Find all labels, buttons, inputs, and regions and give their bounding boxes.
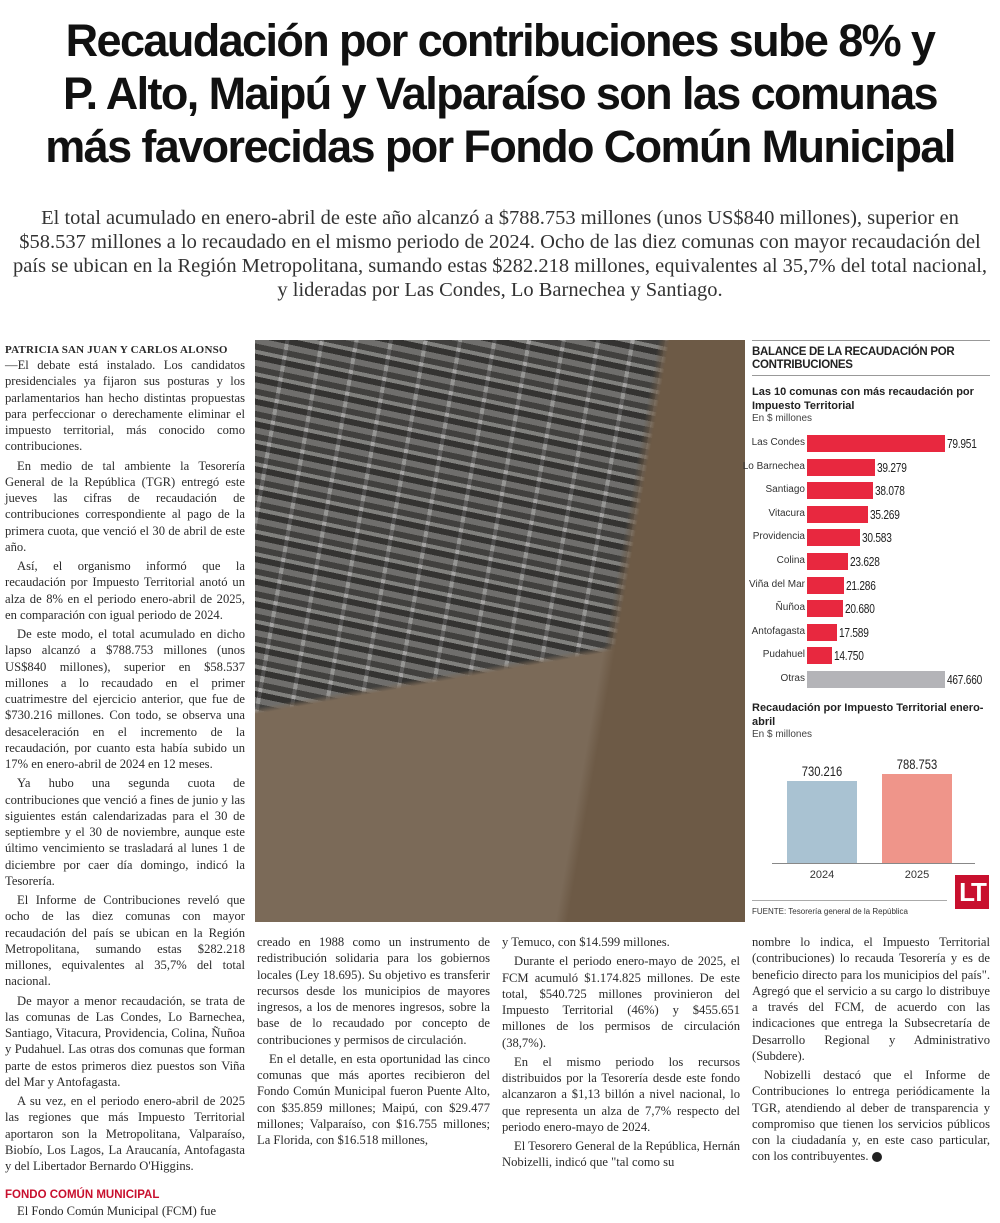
category-label: 2025 <box>904 869 930 881</box>
bar-label: Pudahuel <box>762 649 805 661</box>
panel-title: BALANCE DE LA RECAUDACIÓN POR CONTRIBUCIONES <box>752 340 990 376</box>
paragraph: De mayor a menor recaudación, se trata de las comunas de Las Condes, Lo Barnechea, Santiago, Vitacura, Providencia, Colina, Ñuñoa y Pudahuel. Las otras dos comunas que forman parte de estos primeros diez puestos son Viña del Mar y Antofagasta. <box>5 993 245 1089</box>
headline <box>0 14 1000 173</box>
bar-value-label: 21.286 <box>845 577 876 593</box>
paragraph: El Fondo Común Municipal (FCM) fue <box>17 1204 217 1219</box>
bar-label: Providencia <box>752 531 805 543</box>
bar <box>787 781 857 863</box>
bar-value-label: 20.680 <box>844 601 875 617</box>
bar-label: Colina <box>776 555 805 566</box>
source-note: FUENTE: Tesorería general de la República <box>752 900 947 916</box>
bar-row <box>752 435 990 453</box>
bar-label: Vitacura <box>768 507 805 519</box>
paragraph: En el mismo periodo los recursos distribuidos por la Tesorería desde este fondo alcanzaron a $1,13 billón a nivel nacional, lo que representa un alza de 7,7% respecto del periodo enero-mayo de 2024. <box>502 1054 740 1134</box>
bar-label: Otras <box>780 673 805 684</box>
article-column-4 <box>752 934 990 1168</box>
bar-label: Las Condes <box>751 437 805 448</box>
bar-label: Antofagasta <box>751 625 805 637</box>
bar-label: Lo Barnechea <box>742 460 805 472</box>
bar-value-label: 14.750 <box>834 648 865 664</box>
paragraph: Durante el periodo enero-mayo de 2025, el FCM acumuló $1.174.825 millones. De este total, $540.725 millones provinieron del Impuesto Territorial (46%) y $455.651 millones de los permisos de circulación (38,7%). <box>502 954 740 1050</box>
hbar-chart <box>742 431 990 693</box>
bar-row <box>752 482 990 500</box>
bar <box>807 459 875 476</box>
bar <box>807 529 860 546</box>
bar-value-label: 39.279 <box>876 459 907 475</box>
bar-label: Santiago <box>765 484 805 496</box>
bar-row <box>752 671 990 689</box>
bar <box>807 482 873 499</box>
bar <box>807 435 945 452</box>
bar-row <box>752 647 990 665</box>
chart-title: Recaudación por Impuesto Territorial enero-abril <box>752 702 984 728</box>
paragraph: Así, el organismo informó que la recaudación por Impuesto Territorial anotó un alza de 8% en el periodo enero-abril de 2025, en comparación con igual periodo de 2024. <box>5 559 245 622</box>
category-label: 2024 <box>809 869 835 881</box>
paragraph: creado en 1988 como un instrumento de redistribución solidaria para los gobiernos locales (Ley 18.695). Su objetivo es transferir recursos desde los municipios de mayores ingresos, a los de menores ingresos, sobre la base de lo recaudado por concepto de contribuciones y permisos de circulación. <box>257 935 490 1047</box>
bar <box>807 671 945 688</box>
bar-label: Viña del Mar <box>749 578 805 590</box>
bar <box>807 647 832 664</box>
bar-row <box>752 624 990 642</box>
paragraph: A su vez, en el periodo enero-abril de 2025 las regiones que más Impuesto Territorial aportaron son la Metropolitana, Valparaíso, Biobío, Los Lagos, La Araucanía, Antofagasta y del Libertador Bernardo O'Higgins. <box>5 1094 245 1173</box>
chart-baseline <box>772 863 975 864</box>
bar-value-label: 79.951 <box>947 436 977 451</box>
infographic-panel <box>742 340 990 916</box>
paragraph: y Temuco, con $14.599 millones. <box>502 935 670 949</box>
bar-row <box>742 459 990 477</box>
bar-value-label: 23.628 <box>849 554 880 569</box>
lt-logo: LT <box>955 875 989 909</box>
bar-row <box>752 506 990 524</box>
aerial-photo <box>255 340 745 922</box>
bar <box>882 774 952 863</box>
deck: El total acumulado en enero-abril de este año alcanzó a $788.753 millones (unos US$840 millones), superior en $58.537 millones a lo recaudado en el mismo periodo de 2024. Ocho de las diez comunas con mayor recaudación del país se ubican en la Región Metropolitana, sumando estas $282.218 millones, equivalentes al 35,7% del total nacional, y lideradas por Las Condes, Lo Barnechea y Santiago. <box>12 207 988 301</box>
bar-value-label: 730.216 <box>801 762 843 779</box>
headline-line: Recaudación por contribuciones sube 8% y <box>65 15 935 66</box>
paragraph: En el detalle, en esta oportunidad las cinco comunas que más aportes recibieron del Fondo Común Municipal fueron Puente Alto, con $35.859 millones; Maipú, con $29.477 millones; Valparaíso, con $16.755 millones; La Florida, con $16.518 millones, <box>257 1051 490 1147</box>
chart-title: Las 10 comunas con más recaudación por Impuesto Territorial <box>752 386 974 412</box>
bar-value-label: 788.753 <box>896 756 938 772</box>
bar <box>807 624 837 641</box>
bar-value-label: 17.589 <box>839 624 869 640</box>
bar-label: Ñuñoa <box>775 602 805 614</box>
bar <box>807 600 843 617</box>
byline: PATRICIA SAN JUAN Y CARLOS ALONSO <box>5 344 228 356</box>
vbar-chart <box>752 745 990 895</box>
bar-row <box>752 553 990 571</box>
paragraph: En medio de tal ambiente la Tesorería General de la República (TGR) entregó este jueves las cifras de recaudación de contribuciones correspondiente al pago de la primera cuota, que venció el 30 de abril de este año. <box>5 458 245 554</box>
article-column-3 <box>502 934 740 1174</box>
article-column-1 <box>5 343 245 1223</box>
paragraph: nombre lo indica, el Impuesto Territorial (contribuciones) lo recauda Tesorería y es de beneficio directo para los municipios del país". Agregó que el servicio a su cargo lo distribuye a través del FCM, de acuerdo con las indicaciones que entrega la Subsecretaría de Desarrollo Regional y Administrativo (Subdere). <box>752 935 990 1063</box>
bar-row <box>752 600 990 618</box>
bar <box>807 553 848 570</box>
chart-unit: En $ millones <box>752 729 813 740</box>
bar-value-label: 38.078 <box>874 483 905 499</box>
headline-line: más favorecidas por Fondo Común Municipal <box>45 121 955 172</box>
article-column-2 <box>257 934 490 1151</box>
end-mark-icon: P <box>872 1152 882 1162</box>
paragraph: El Informe de Contribuciones reveló que ocho de las diez comunas con mayor recaudación del país se ubican en la Región Metropolitana, sumando estas $282.218 millones, equivalentes al 35,7% del total nacional. <box>5 893 245 989</box>
bar <box>807 577 844 594</box>
paragraph: De este modo, el total acumulado en dicho lapso alcanzó a $788.753 millones (unos US$840 millones), superior en $58.537 millones a lo recaudado en el primer cuatrimestre del ejercicio anterior, que fue de $730.216 millones. Con todo, se observa una desaceleración en el incremento de la recaudación, por cuanto esta había subido un 17% en enero-abril de 2024 en 12 meses. <box>5 627 245 771</box>
paragraph: El Tesorero General de la República, Hernán Nobizelli, indicó que "tal como su <box>502 1139 740 1170</box>
bar-value-label: 467.660 <box>947 672 983 687</box>
bar-row <box>752 529 990 547</box>
bar-value-label: 30.583 <box>861 530 892 546</box>
bar <box>807 506 868 523</box>
headline-line: P. Alto, Maipú y Valparaíso son las comunas <box>62 68 937 119</box>
bar-row <box>749 577 990 595</box>
paragraph: Ya hubo una segunda cuota de contribuciones que venció a fines de junio y las siguientes están calendarizadas para el 30 de septiembre y el 30 de noviembre, aunque este último vencimiento se trasladará al lunes 1 de diciembre por caer día domingo, indicó la Tesorería. <box>5 776 245 888</box>
chart-unit: En $ millones <box>752 413 813 424</box>
paragraph: —El debate está instalado. Los candidatos presidenciales ya fijaron sus posturas y los parlamentarios han hecho distintas propuestas para perfeccionar o derechamente eliminar el impuesto territorial, más conocido como contribuciones. <box>5 358 245 454</box>
subhead: FONDO COMÚN MUNICIPAL <box>5 1189 160 1202</box>
bar-value-label: 35.269 <box>869 506 900 522</box>
paragraph: Nobizelli destacó que el Informe de Contribuciones lo entrega periódicamente la TGR, atendiendo al deber de transparencia y compromiso que tienen los servicios públicos con la ciudadanía y, en este caso particular, con los contribuyentes. P <box>752 1068 990 1164</box>
